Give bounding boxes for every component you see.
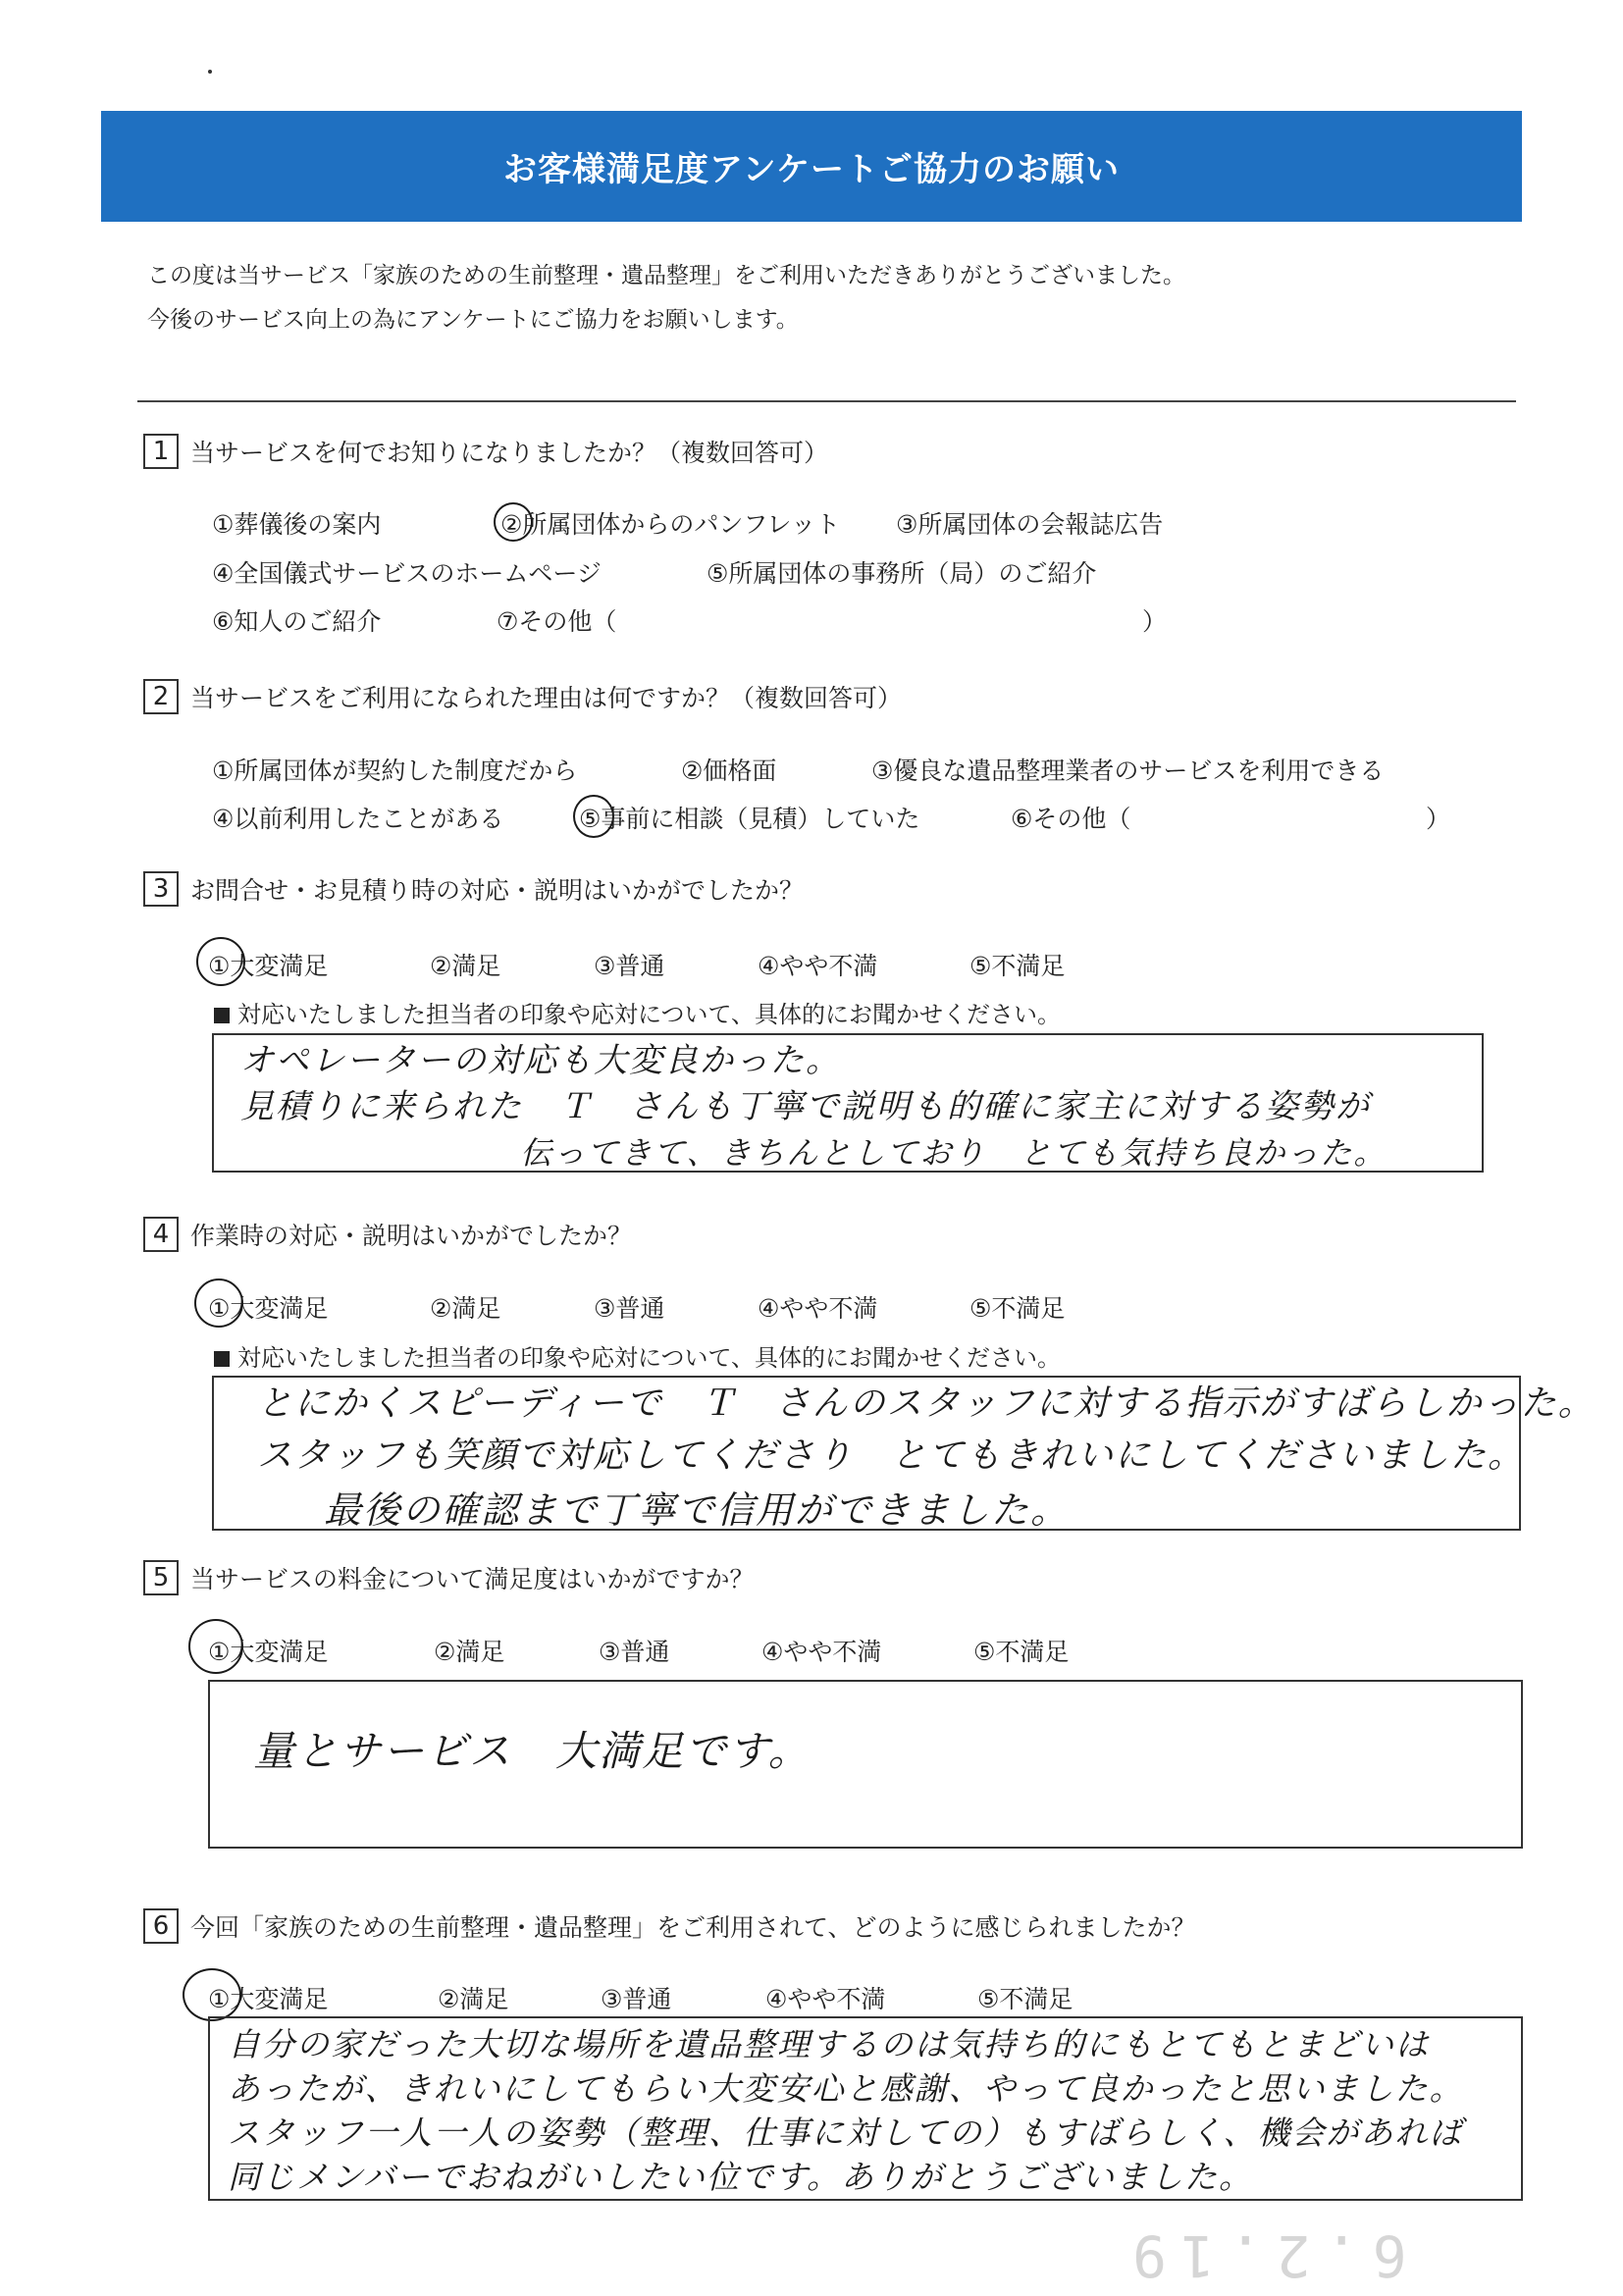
option-selected[interactable]: ②所属団体からのパンフレット [500, 510, 841, 539]
option-selected[interactable]: ①大変満足 [208, 1985, 329, 2013]
option[interactable]: ④全国儀式サービスのホームページ [212, 559, 602, 588]
square-bullet-icon [214, 1351, 230, 1367]
question-number: 5 [143, 1560, 179, 1595]
handwritten-line: あったが、きれいにしてもらい大変安心と感謝、やって良かったと思いました。 [228, 2069, 1464, 2108]
question-text: 当サービスを何でお知りになりましたか？（複数回答可） [190, 439, 829, 467]
handwritten-line: 伝ってきて、きちんとしており とても気持ち良かった。 [520, 1134, 1387, 1172]
option[interactable]: ⑤不満足 [973, 1638, 1070, 1666]
option[interactable]: ⑤不満足 [969, 952, 1066, 980]
question-number: 2 [143, 679, 179, 714]
scan-speck [208, 70, 212, 74]
question-number: 3 [143, 871, 179, 907]
question-5 [143, 1560, 755, 1595]
question-text: お問合せ・お見積り時の対応・説明はいかがでしたか？ [190, 876, 805, 905]
question-text: 今回「家族のための生前整理・遺品整理」をご利用されて、どのように感じられましたか？ [190, 1913, 1196, 1942]
option[interactable]: ②満足 [434, 1638, 505, 1666]
intro-line-2: 今後のサービス向上の為にアンケートにご協力をお願いします。 [147, 307, 799, 333]
handwritten-line: スタッフ一人一人の姿勢（整理、仕事に対しての）もすばらしく、機会があれば [228, 2113, 1464, 2152]
handwritten-line: オペレーターの対応も大変良かった。 [240, 1041, 841, 1080]
handwritten-line: 量とサービス 大満足です。 [253, 1727, 812, 1775]
handwritten-line: スタッフも笑顔で対応してくださり とてもきれいにしてくださいました。 [257, 1435, 1526, 1476]
option[interactable]: ⑥その他（ [1011, 805, 1131, 833]
option[interactable]: ③優良な遺品整理業者のサービスを利用できる [871, 757, 1385, 785]
option[interactable]: ④以前利用したことがある [212, 805, 504, 833]
question-text: 当サービスをご利用になられた理由は何ですか？（複数回答可） [190, 684, 903, 712]
question-text: 当サービスの料金について満足度はいかがですか？ [190, 1565, 755, 1593]
option-selected[interactable]: ①大変満足 [208, 1294, 329, 1323]
option[interactable]: ②満足 [430, 952, 501, 980]
question-6 [143, 1908, 1196, 1944]
option[interactable]: ⑦その他（ [497, 607, 617, 636]
question-number: 6 [143, 1908, 179, 1944]
option[interactable]: ②満足 [430, 1294, 501, 1323]
option[interactable]: ③普通 [601, 1985, 672, 2013]
option[interactable]: ④やや不満 [758, 1294, 878, 1323]
question-number: 4 [143, 1217, 179, 1252]
option[interactable]: ①所属団体が契約した制度だから [212, 757, 578, 785]
option[interactable]: ⑥知人のご紹介 [212, 607, 382, 636]
divider [137, 400, 1516, 402]
selection-circle [188, 1619, 243, 1674]
comment-prompt: 対応いたしました担当者の印象や応対について、具体的にお聞かせください。 [214, 995, 1061, 1029]
selection-circle [494, 502, 533, 542]
handwritten-line: 自分の家だった大切な場所を遺品整理するのは気持ち的にもとてもとまどいは [228, 2025, 1430, 2063]
option[interactable]: ④やや不満 [758, 952, 878, 980]
option[interactable]: ②価格面 [681, 757, 777, 785]
option[interactable]: ⑤不満足 [977, 1985, 1073, 2013]
selection-circle [183, 1968, 241, 2021]
option[interactable]: ③普通 [594, 1294, 665, 1323]
option[interactable]: ③普通 [594, 952, 665, 980]
option[interactable]: ③普通 [599, 1638, 670, 1666]
question-number: 1 [143, 434, 179, 469]
question-2 [143, 679, 902, 714]
option-selected[interactable]: ①大変満足 [208, 1638, 329, 1666]
option-selected[interactable]: ①大変満足 [208, 952, 329, 980]
option[interactable]: ④やや不満 [765, 1985, 886, 2013]
comment-prompt: 対応いたしました担当者の印象や応対について、具体的にお聞かせください。 [214, 1338, 1061, 1373]
square-bullet-icon [214, 1008, 230, 1023]
option[interactable]: ⑤所属団体の事務所（局）のご紹介 [707, 559, 1097, 588]
option-close-paren: ） [1426, 805, 1451, 833]
question-1 [143, 434, 828, 469]
option-close-paren: ） [1142, 607, 1168, 636]
handwritten-line: 最後の確認まで丁寧で信用ができました。 [324, 1488, 1071, 1532]
question-4 [143, 1217, 632, 1252]
handwritten-line: 同じメンバーでおねがいしたい位です。ありがとうございました。 [228, 2158, 1254, 2196]
page-title: お客様満足度アンケートご協力のお願い [101, 111, 1522, 222]
selection-circle [573, 795, 614, 838]
intro-line-1: この度は当サービス「家族のための生前整理・遺品整理」をご利用いただきありがとうございました。 [147, 263, 1185, 288]
handwritten-line: 見積りに来られた Ｔ さんも丁寧で説明も的確に家主に対する姿勢が [240, 1087, 1371, 1126]
option[interactable]: ②満足 [438, 1985, 509, 2013]
selection-circle [194, 1278, 243, 1328]
date-stamp: 6.2.19 [1119, 2222, 1407, 2289]
option[interactable]: ④やや不満 [761, 1638, 882, 1666]
selection-circle [196, 937, 245, 986]
handwritten-line: とにかくスピーディーで Ｔ さんのスタッフに対する指示がすばらしかった。 [257, 1383, 1596, 1424]
option[interactable]: ①葬儀後の案内 [212, 510, 382, 539]
option[interactable]: ③所属団体の会報誌広告 [896, 510, 1164, 539]
option[interactable]: ⑤不満足 [969, 1294, 1066, 1323]
question-text: 作業時の対応・説明はいかがでしたか？ [190, 1222, 633, 1250]
question-3 [143, 871, 804, 907]
option-selected[interactable]: ⑤事前に相談（見積）していた [579, 805, 920, 833]
